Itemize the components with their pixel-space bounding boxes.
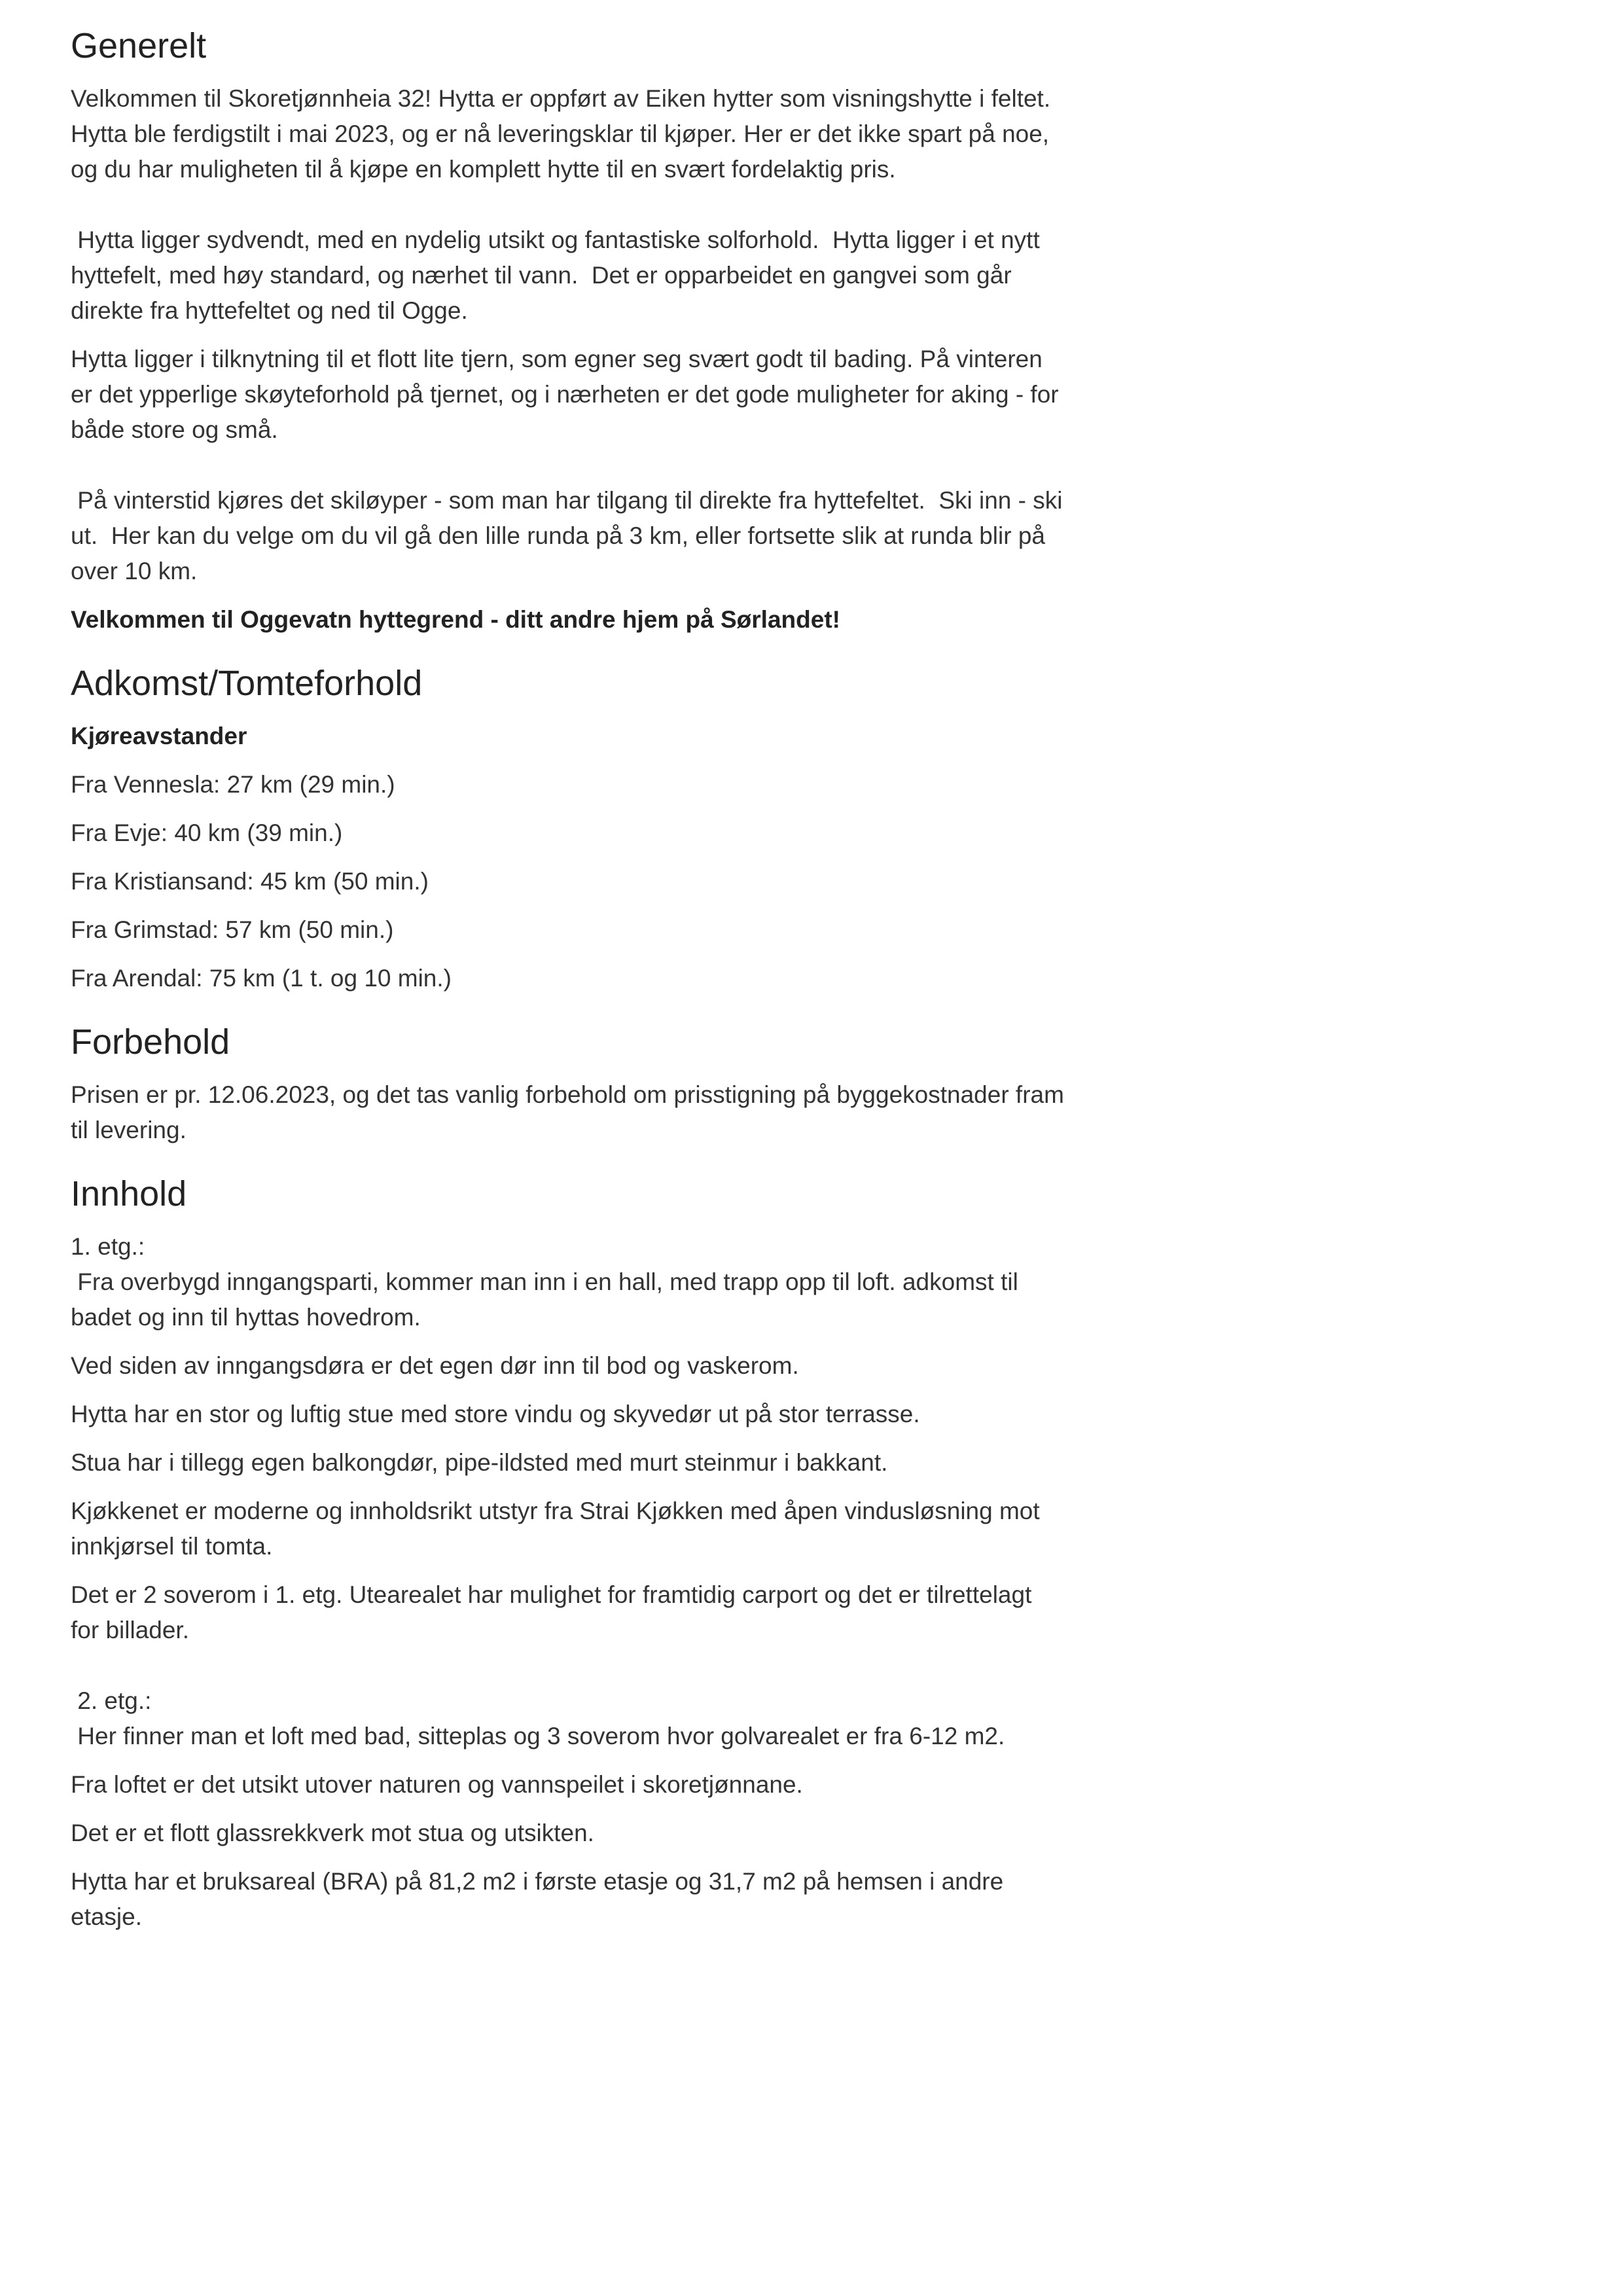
- etg2-details: [71, 1767, 1065, 1935]
- distance-item: Fra Evje: 40 km (39 min.): [71, 819, 343, 846]
- distance-item: Fra Kristiansand: 45 km (50 min.): [71, 868, 429, 895]
- etg1-paragraph: Ved siden av inngangsdøra er det egen dør inn til bod og vaskerom.: [71, 1352, 799, 1379]
- etg1-details: [71, 1348, 1065, 1648]
- heading-adkomst: Adkomst/Tomteforhold: [71, 664, 423, 703]
- etg2-paragraph: Fra loftet er det utsikt utover naturen og vannspeilet i skoretjønnane.: [71, 1771, 803, 1798]
- distance-item: Fra Grimstad: 57 km (50 min.): [71, 916, 394, 943]
- section-adkomst: [71, 661, 1065, 996]
- etg2-paragraph: Hytta har et bruksareal (BRA) på 81,2 m2 i første etasje og 31,7 m2 på hemsen i andre etasje.: [71, 1868, 1004, 1930]
- heading-innhold: Innhold: [71, 1174, 187, 1213]
- etg2-paragraph: Det er et flott glassrekkverk mot stua og utsikten.: [71, 1820, 594, 1846]
- heading-generelt: Generelt: [71, 26, 207, 65]
- generelt-location: Hytta ligger sydvendt, med en nydelig utsikt og fantastiske solforhold. Hytta ligger i et nytt hyttefelt, med høy standard, og nærhet til vann. Det er opparbeidet en gangvei som går direkte fra hyttefeltet og ned til Ogge.: [71, 226, 1047, 324]
- etg1-intro: Fra overbygd inngangsparti, kommer man inn i en hall, med trapp opp til loft. adkomst til badet og inn til hyttas hovedrom.: [71, 1268, 1026, 1331]
- etg1-paragraph: Stua har i tillegg egen balkongdør, pipe-ildsted med murt steinmur i bakkant.: [71, 1449, 888, 1476]
- etg1-paragraph: Kjøkkenet er moderne og innholdsrikt utstyr fra Strai Kjøkken med åpen vindusløsning mot innkjørsel til tomta.: [71, 1498, 1040, 1560]
- forbehold-text: Prisen er pr. 12.06.2023, og det tas vanlig forbehold om prisstigning på byggekostnader fram til levering.: [71, 1081, 1064, 1143]
- etg2-intro: Her finner man et loft med bad, sitteplas og 3 soverom hvor golvarealet er fra 6-12 m2.: [71, 1723, 1005, 1749]
- etg2-label: 2. etg.:: [71, 1687, 152, 1714]
- etg1-paragraph: Hytta har en stor og luftig stue med store vindu og skyvedør ut på stor terrasse.: [71, 1401, 920, 1427]
- etg1-label: 1. etg.:: [71, 1233, 145, 1260]
- generelt-welcome: Velkommen til Oggevatn hyttegrend - ditt andre hjem på Sørlandet!: [71, 606, 840, 633]
- section-innhold: [71, 1172, 1065, 1935]
- subheading-kjoreavstander: Kjøreavstander: [71, 723, 247, 749]
- distance-list: [71, 767, 1065, 996]
- listing-description: [71, 24, 1069, 1935]
- heading-forbehold: Forbehold: [71, 1022, 230, 1062]
- generelt-tjern: Hytta ligger i tilknytning til et flott lite tjern, som egner seg svært godt til bading. På vinteren er det ypperlige skøyteforhold på tjernet, og i nærheten er det gode muligheter for aking - for både store og små.: [71, 346, 1059, 443]
- section-generelt: [71, 24, 1069, 637]
- distance-item: Fra Arendal: 75 km (1 t. og 10 min.): [71, 965, 452, 992]
- generelt-skiloyper: På vinterstid kjøres det skiløyper - som man har tilgang til direkte fra hyttefeltet. Ski inn - ski ut. Her kan du velge om du vil gå den lille runda på 3 km, eller fortsette slik at runda blir på over 10 km.: [71, 487, 1069, 584]
- generelt-intro: Velkommen til Skoretjønnheia 32! Hytta er oppført av Eiken hytter som visningshytte i feltet. Hytta ble ferdigstilt i mai 2023, og er nå leveringsklar til kjøper. Her er det ikke spart på noe, og du har muligheten til å kjøpe en komplett hytte til en svært fordelaktig pris.: [71, 85, 1051, 183]
- distance-item: Fra Vennesla: 27 km (29 min.): [71, 771, 395, 798]
- etg1-paragraph: Det er 2 soverom i 1. etg. Utearealet har mulighet for framtidig carport og det er tilrettelagt for billader.: [71, 1581, 1032, 1643]
- section-forbehold: [71, 1020, 1065, 1148]
